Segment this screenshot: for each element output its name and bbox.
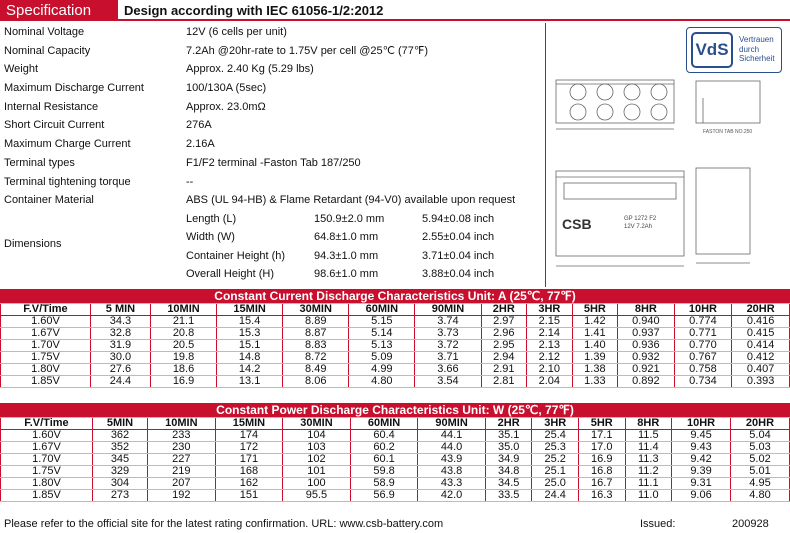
value-cell: 5.14	[349, 328, 415, 340]
value-cell: 17.0	[578, 442, 625, 454]
table-row	[1, 454, 790, 466]
value-cell: 24.4	[532, 490, 579, 502]
spec-row	[0, 60, 542, 79]
spec-value: 100/130A (5sec)	[186, 82, 267, 95]
spec-value: 276A	[186, 119, 212, 132]
value-cell: 192	[148, 490, 216, 502]
table-row	[1, 478, 790, 490]
table-row	[1, 430, 790, 442]
value-cell: 9.31	[672, 478, 731, 490]
value-cell: 2.94	[481, 352, 527, 364]
column-header: 30MIN	[283, 304, 349, 316]
value-cell: 11.2	[625, 466, 672, 478]
value-cell: 16.7	[578, 478, 625, 490]
value-cell: 5.01	[730, 466, 789, 478]
value-cell: 0.940	[618, 316, 674, 328]
power-discharge-table	[0, 403, 790, 502]
value-cell: 207	[148, 478, 216, 490]
value-cell: 9.42	[672, 454, 731, 466]
value-cell: 35.1	[485, 430, 532, 442]
column-header: 60MIN	[349, 304, 415, 316]
value-cell: 3.71	[415, 352, 481, 364]
value-cell: 15.4	[217, 316, 283, 328]
spec-value: 7.2Ah @20hr-rate to 1.75V per cell @25℃ (77℉)	[186, 44, 429, 57]
value-cell: 0.416	[732, 316, 790, 328]
value-cell: 0.937	[618, 328, 674, 340]
value-cell: 0.767	[674, 352, 732, 364]
value-cell: 58.9	[350, 478, 418, 490]
spec-row	[0, 173, 542, 192]
column-header: 10MIN	[148, 418, 216, 430]
value-cell: 171	[215, 454, 283, 466]
column-header: 5MIN	[92, 418, 147, 430]
value-cell: 2.13	[527, 340, 573, 352]
spec-value: F1/F2 terminal -Faston Tab 187/250	[186, 156, 361, 169]
spec-row	[0, 98, 542, 117]
value-cell: 11.0	[625, 490, 672, 502]
column-header: 10MIN	[150, 304, 216, 316]
battery-technical-drawing	[546, 23, 790, 287]
voltage-cell: 1.75V	[1, 466, 93, 478]
spec-row	[0, 79, 542, 98]
dimension-mm: 64.8±1.0 mm	[314, 230, 379, 243]
value-cell: 168	[215, 466, 283, 478]
value-cell: 16.9	[150, 376, 216, 388]
spec-row	[0, 135, 542, 154]
value-cell: 329	[92, 466, 147, 478]
value-cell: 16.9	[578, 454, 625, 466]
spec-label: Terminal tightening torque	[4, 175, 131, 188]
value-cell: 104	[283, 430, 351, 442]
table-row	[1, 352, 790, 364]
column-header: 60MIN	[350, 418, 418, 430]
value-cell: 1.42	[572, 316, 618, 328]
spec-row	[0, 42, 542, 61]
column-header: 8HR	[625, 418, 672, 430]
column-header: 5HR	[572, 304, 618, 316]
value-cell: 13.1	[217, 376, 283, 388]
value-cell: 345	[92, 454, 147, 466]
value-cell: 162	[215, 478, 283, 490]
value-cell: 0.414	[732, 340, 790, 352]
issued-label: Issued:	[640, 518, 676, 530]
value-cell: 0.932	[618, 352, 674, 364]
dimension-row	[186, 228, 526, 246]
column-header: 15MIN	[215, 418, 283, 430]
spec-label: Weight	[4, 63, 39, 76]
value-cell: 4.95	[730, 478, 789, 490]
value-cell: 304	[92, 478, 147, 490]
value-cell: 42.0	[418, 490, 486, 502]
voltage-cell: 1.67V	[1, 328, 91, 340]
value-cell: 2.96	[481, 328, 527, 340]
value-cell: 1.40	[572, 340, 618, 352]
value-cell: 11.1	[625, 478, 672, 490]
value-cell: 0.415	[732, 328, 790, 340]
value-cell: 25.2	[532, 454, 579, 466]
value-cell: 30.0	[90, 352, 150, 364]
top-view-drawing	[556, 80, 760, 129]
dimension-name: Overall Height (H)	[186, 267, 275, 280]
value-cell: 352	[92, 442, 147, 454]
dimensions-label: Dimensions	[4, 237, 62, 250]
value-cell: 60.2	[350, 442, 418, 454]
rating-label: 12V 7.2Ah	[624, 224, 653, 230]
column-header: 90MIN	[418, 418, 486, 430]
value-cell: 11.5	[625, 430, 672, 442]
value-cell: 43.8	[418, 466, 486, 478]
spec-value: 2.16A	[186, 138, 215, 151]
column-header: 2HR	[485, 418, 532, 430]
value-cell: 8.49	[283, 364, 349, 376]
value-cell: 8.89	[283, 316, 349, 328]
value-cell: 9.45	[672, 430, 731, 442]
dimension-inch: 3.88±0.04 inch	[422, 267, 495, 280]
value-cell: 34.5	[485, 478, 532, 490]
value-cell: 0.758	[674, 364, 732, 376]
value-cell: 25.4	[532, 430, 579, 442]
footer	[4, 517, 786, 531]
value-cell: 34.8	[485, 466, 532, 478]
value-cell: 15.3	[217, 328, 283, 340]
column-header: 5 MIN	[90, 304, 150, 316]
issued-date: 200928	[732, 518, 769, 530]
value-cell: 5.15	[349, 316, 415, 328]
design-standard-title: Design according with IEC 61056-1/2:2012	[124, 3, 384, 18]
spec-value: --	[186, 175, 194, 188]
spec-label: Maximum Charge Current	[4, 138, 131, 151]
value-cell: 0.936	[618, 340, 674, 352]
dimension-row	[186, 265, 526, 283]
table-row	[1, 376, 790, 388]
dimension-row	[186, 247, 526, 265]
column-header: F.V/Time	[1, 304, 91, 316]
value-cell: 11.3	[625, 454, 672, 466]
value-cell: 60.4	[350, 430, 418, 442]
drawing-panel	[545, 23, 789, 287]
column-header: 2HR	[481, 304, 527, 316]
value-cell: 2.15	[527, 316, 573, 328]
voltage-cell: 1.75V	[1, 352, 91, 364]
value-cell: 44.1	[418, 430, 486, 442]
value-cell: 14.8	[217, 352, 283, 364]
value-cell: 20.5	[150, 340, 216, 352]
value-cell: 16.8	[578, 466, 625, 478]
dimension-inch: 3.71±0.04 inch	[422, 249, 495, 262]
spec-value: ABS (UL 94-HB) & Flame Retardant (94-V0) available upon request	[186, 194, 516, 207]
value-cell: 102	[283, 454, 351, 466]
voltage-cell: 1.85V	[1, 490, 93, 502]
column-header: 90MIN	[415, 304, 481, 316]
value-cell: 1.38	[572, 364, 618, 376]
value-cell: 0.921	[618, 364, 674, 376]
value-cell: 35.0	[485, 442, 532, 454]
dimension-row	[186, 210, 526, 228]
value-cell: 2.04	[527, 376, 573, 388]
dimension-mm: 150.9±2.0 mm	[314, 212, 385, 225]
value-cell: 5.03	[730, 442, 789, 454]
voltage-cell: 1.60V	[1, 316, 91, 328]
dimension-name: Length (L)	[186, 212, 237, 225]
value-cell: 34.9	[485, 454, 532, 466]
voltage-cell: 1.70V	[1, 454, 93, 466]
value-cell: 9.43	[672, 442, 731, 454]
value-cell: 3.54	[415, 376, 481, 388]
value-cell: 18.6	[150, 364, 216, 376]
value-cell: 151	[215, 490, 283, 502]
value-cell: 33.5	[485, 490, 532, 502]
value-cell: 103	[283, 442, 351, 454]
spec-label: Short Circuit Current	[4, 119, 105, 132]
value-cell: 8.83	[283, 340, 349, 352]
value-cell: 19.8	[150, 352, 216, 364]
value-cell: 230	[148, 442, 216, 454]
value-cell: 1.33	[572, 376, 618, 388]
column-header: 3HR	[532, 418, 579, 430]
value-cell: 4.99	[349, 364, 415, 376]
value-cell: 44.0	[418, 442, 486, 454]
header-bar	[0, 0, 790, 21]
value-cell: 43.3	[418, 478, 486, 490]
spec-value: 12V (6 cells per unit)	[186, 26, 287, 38]
voltage-cell: 1.80V	[1, 478, 93, 490]
dimension-mm: 94.3±1.0 mm	[314, 249, 379, 262]
specification-tag: Specification	[0, 0, 118, 21]
dimension-mm: 98.6±1.0 mm	[314, 267, 379, 280]
value-cell: 2.12	[527, 352, 573, 364]
value-cell: 14.2	[217, 364, 283, 376]
column-header: 8HR	[618, 304, 674, 316]
column-header: 15MIN	[217, 304, 283, 316]
power-table-header	[1, 418, 790, 430]
value-cell: 3.72	[415, 340, 481, 352]
faston-label: FASTON TAB NO.250	[703, 129, 753, 135]
spec-label: Internal Resistance	[4, 100, 99, 113]
value-cell: 273	[92, 490, 147, 502]
spec-row	[0, 116, 542, 135]
value-cell: 0.734	[674, 376, 732, 388]
value-cell: 21.1	[150, 316, 216, 328]
value-cell: 8.87	[283, 328, 349, 340]
value-cell: 2.97	[481, 316, 527, 328]
value-cell: 0.771	[674, 328, 732, 340]
value-cell: 24.4	[90, 376, 150, 388]
value-cell: 0.393	[732, 376, 790, 388]
value-cell: 4.80	[349, 376, 415, 388]
value-cell: 1.39	[572, 352, 618, 364]
value-cell: 25.0	[532, 478, 579, 490]
value-cell: 172	[215, 442, 283, 454]
column-header: 30MIN	[283, 418, 351, 430]
voltage-cell: 1.67V	[1, 442, 93, 454]
column-header: 10HR	[674, 304, 732, 316]
value-cell: 95.5	[283, 490, 351, 502]
current-table-header	[1, 304, 790, 316]
value-cell: 16.3	[578, 490, 625, 502]
vds-subtitle: Vertrauen durch Sicherheit	[739, 35, 775, 63]
voltage-cell: 1.85V	[1, 376, 91, 388]
value-cell: 8.72	[283, 352, 349, 364]
table-row	[1, 490, 790, 502]
current-discharge-table	[0, 289, 790, 388]
dimension-name: Container Height (h)	[186, 249, 286, 262]
column-header: 3HR	[527, 304, 573, 316]
table-row	[1, 328, 790, 340]
value-cell: 2.81	[481, 376, 527, 388]
column-header: F.V/Time	[1, 418, 93, 430]
value-cell: 17.1	[578, 430, 625, 442]
value-cell: 25.3	[532, 442, 579, 454]
value-cell: 0.892	[618, 376, 674, 388]
value-cell: 9.39	[672, 466, 731, 478]
value-cell: 59.8	[350, 466, 418, 478]
vds-mark: VdS	[691, 32, 733, 68]
value-cell: 233	[148, 430, 216, 442]
current-table-title: Constant Current Discharge Characteristics Unit: A (25℃, 77℉)	[1, 289, 790, 304]
column-header: 5HR	[578, 418, 625, 430]
spec-value: Approx. 2.40 Kg (5.29 lbs)	[186, 63, 314, 76]
value-cell: 3.73	[415, 328, 481, 340]
value-cell: 362	[92, 430, 147, 442]
value-cell: 227	[148, 454, 216, 466]
dimension-inch: 5.94±0.08 inch	[422, 212, 495, 225]
table-row	[1, 316, 790, 328]
value-cell: 34.3	[90, 316, 150, 328]
value-cell: 5.09	[349, 352, 415, 364]
value-cell: 32.8	[90, 328, 150, 340]
value-cell: 2.14	[527, 328, 573, 340]
value-cell: 31.9	[90, 340, 150, 352]
csb-logo: CSB	[562, 216, 592, 232]
table-row	[1, 442, 790, 454]
value-cell: 101	[283, 466, 351, 478]
spec-label: Terminal types	[4, 156, 75, 169]
value-cell: 219	[148, 466, 216, 478]
voltage-cell: 1.70V	[1, 340, 91, 352]
spec-row	[0, 23, 542, 42]
spec-value: Approx. 23.0mΩ	[186, 100, 266, 113]
value-cell: 2.10	[527, 364, 573, 376]
value-cell: 5.13	[349, 340, 415, 352]
value-cell: 15.1	[217, 340, 283, 352]
value-cell: 11.4	[625, 442, 672, 454]
model-label: GP 1272 F2	[624, 216, 657, 222]
value-cell: 27.6	[90, 364, 150, 376]
value-cell: 0.770	[674, 340, 732, 352]
footer-note: Please refer to the official site for the latest rating confirmation. URL: www.csb-battery.com	[4, 518, 444, 530]
value-cell: 5.02	[730, 454, 789, 466]
value-cell: 4.80	[730, 490, 789, 502]
value-cell: 0.407	[732, 364, 790, 376]
value-cell: 43.9	[418, 454, 486, 466]
value-cell: 9.06	[672, 490, 731, 502]
value-cell: 20.8	[150, 328, 216, 340]
spec-row	[0, 191, 542, 210]
dimension-name: Width (W)	[186, 230, 235, 243]
value-cell: 2.91	[481, 364, 527, 376]
value-cell: 5.04	[730, 430, 789, 442]
spec-list	[0, 23, 542, 284]
value-cell: 2.95	[481, 340, 527, 352]
value-cell: 25.1	[532, 466, 579, 478]
value-cell: 1.41	[572, 328, 618, 340]
dimensions-block	[0, 210, 542, 284]
value-cell: 3.74	[415, 316, 481, 328]
value-cell: 60.1	[350, 454, 418, 466]
spec-label: Container Material	[4, 194, 94, 207]
column-header: 20HR	[730, 418, 789, 430]
spec-label: Maximum Discharge Current	[4, 82, 144, 95]
table-row	[1, 466, 790, 478]
value-cell: 174	[215, 430, 283, 442]
voltage-cell: 1.80V	[1, 364, 91, 376]
table-row	[1, 364, 790, 376]
voltage-cell: 1.60V	[1, 430, 93, 442]
column-header: 20HR	[732, 304, 790, 316]
power-table-title: Constant Power Discharge Characteristics Unit: W (25℃, 77℉)	[1, 403, 790, 418]
value-cell: 0.412	[732, 352, 790, 364]
spec-row	[0, 154, 542, 173]
value-cell: 8.06	[283, 376, 349, 388]
value-cell: 0.774	[674, 316, 732, 328]
table-row	[1, 340, 790, 352]
spec-label: Nominal Voltage	[4, 26, 85, 38]
column-header: 10HR	[672, 418, 731, 430]
value-cell: 100	[283, 478, 351, 490]
dimension-inch: 2.55±0.04 inch	[422, 230, 495, 243]
value-cell: 3.66	[415, 364, 481, 376]
spec-label: Nominal Capacity	[4, 44, 91, 57]
value-cell: 56.9	[350, 490, 418, 502]
